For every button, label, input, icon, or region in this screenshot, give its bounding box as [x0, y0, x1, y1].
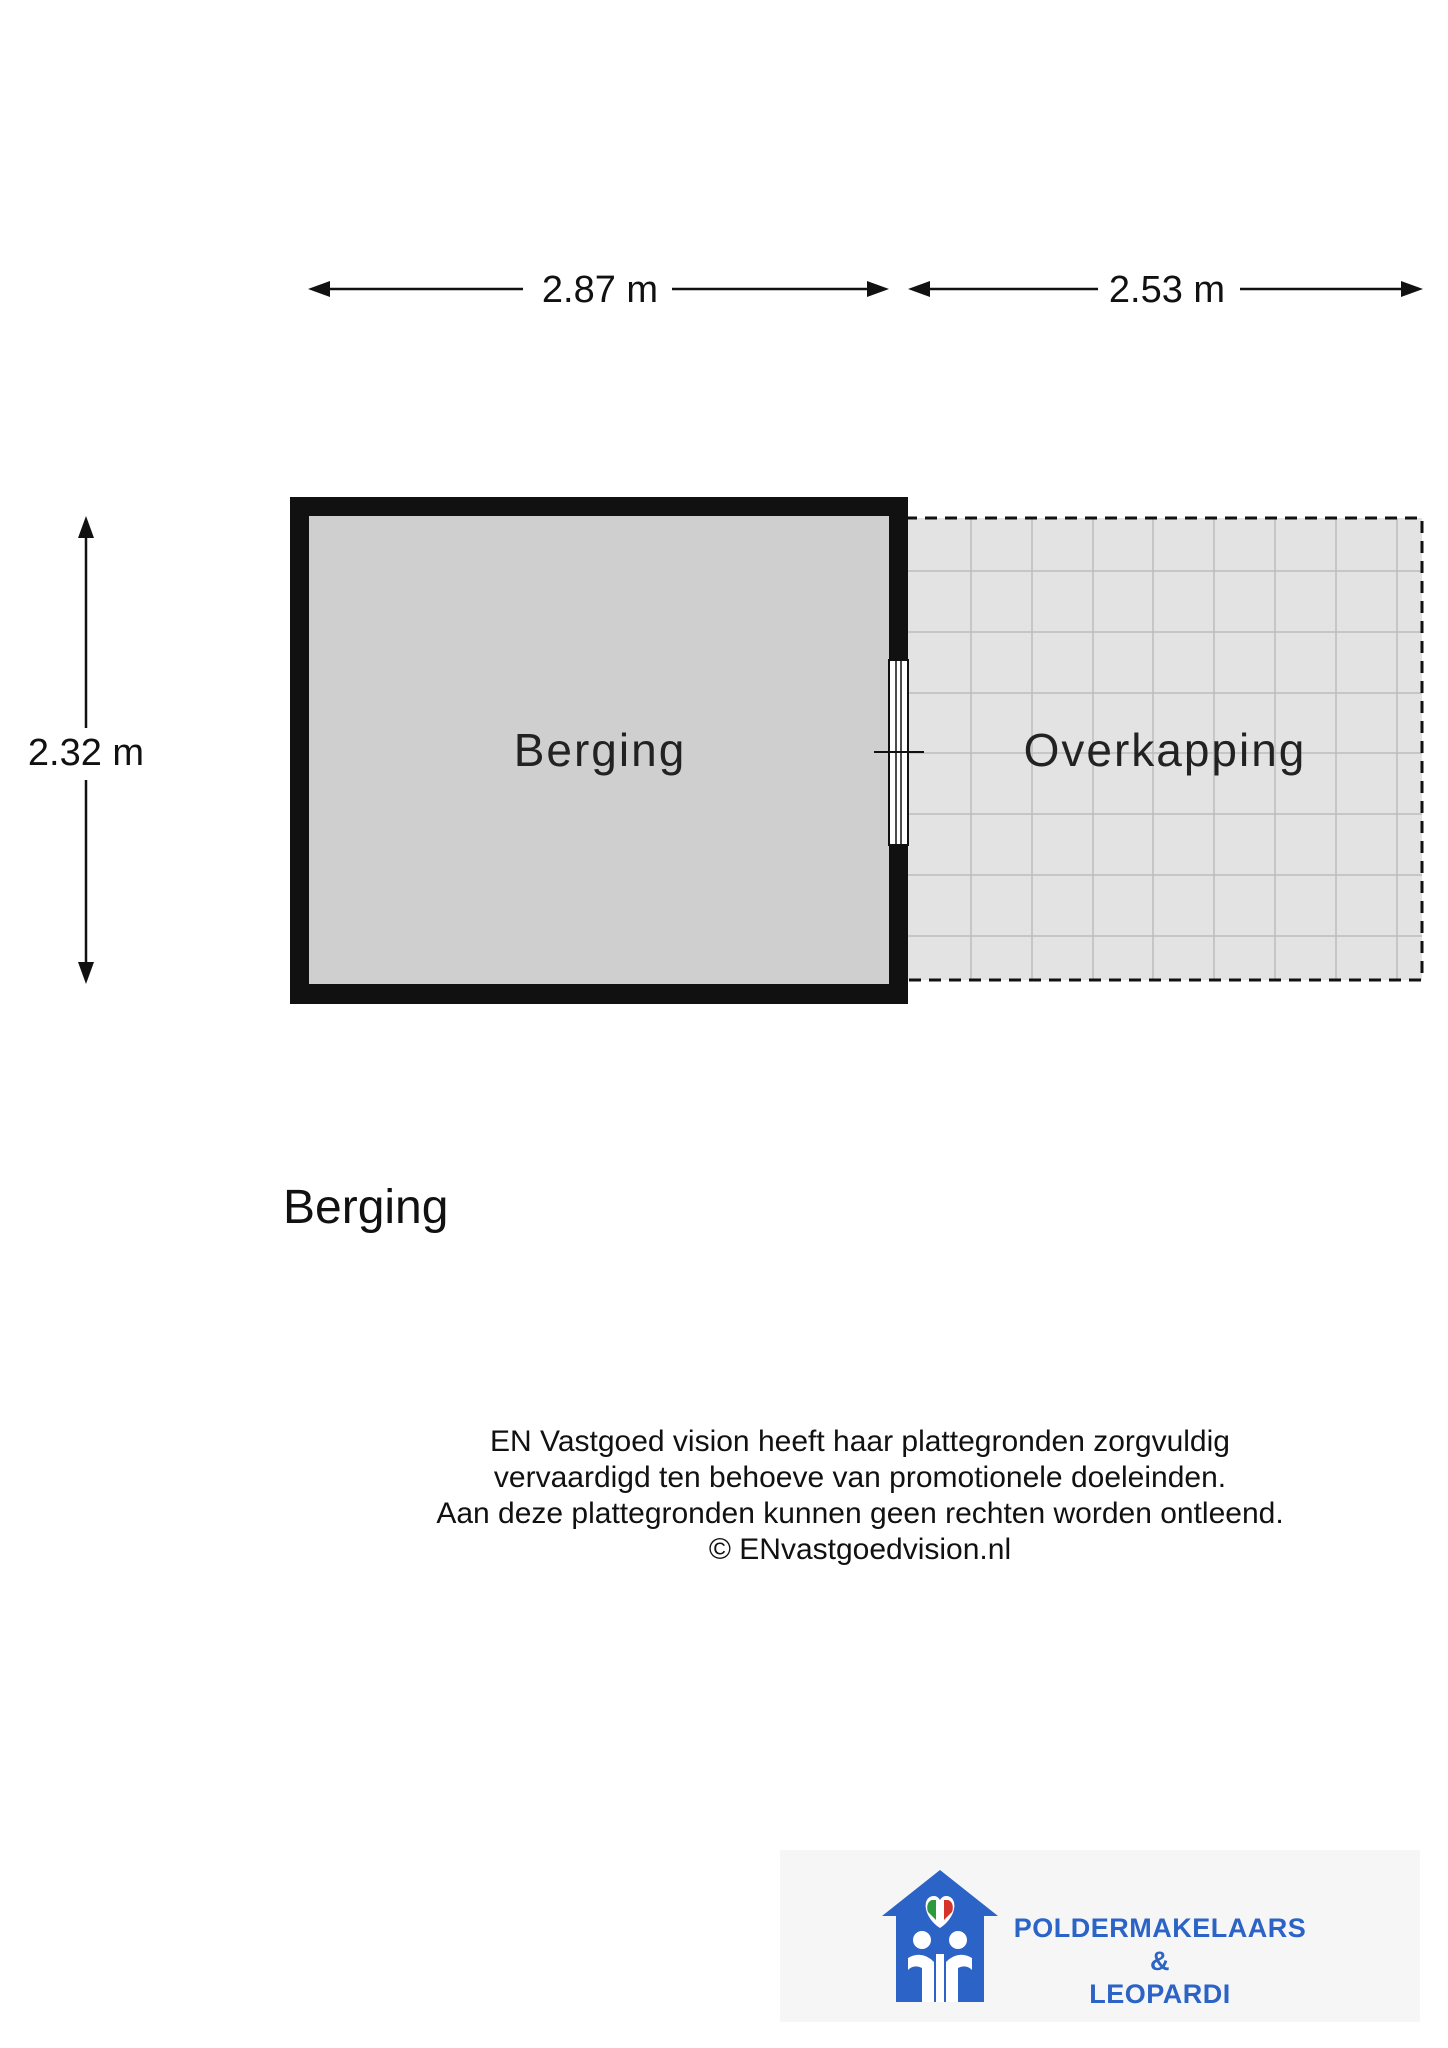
- dimension-label: 2.53 m: [1108, 269, 1226, 311]
- disclaimer-line: EN Vastgoed vision heeft haar plattegronden zorgvuldig: [490, 1425, 1230, 1458]
- disclaimer: [300, 1424, 1420, 1568]
- disclaimer-line: vervaardigd ten behoeve van promotionele doeleinden.: [493, 1461, 1227, 1494]
- arrow-right-icon: [1401, 281, 1423, 297]
- brand-name-line1: POLDERMAKELAARS: [1013, 1913, 1307, 1943]
- arrow-up-icon: [78, 516, 94, 538]
- house-logo-icon: [878, 1866, 1002, 2006]
- wall-top: [290, 497, 908, 516]
- room-berging: [290, 497, 924, 1004]
- brand-ampersand: &: [1150, 1946, 1170, 1976]
- arrow-left-icon: [908, 281, 930, 297]
- dimension-width-overkapping: [908, 269, 1423, 311]
- wall-right-upper: [889, 497, 908, 660]
- wall-bottom: [290, 984, 908, 1004]
- arrow-down-icon: [78, 962, 94, 984]
- room-label-overkapping: Overkapping: [1023, 724, 1307, 776]
- dimension-height: [28, 516, 144, 984]
- floor-title: Berging: [283, 1181, 449, 1234]
- disclaimer-copyright: © ENvastgoedvision.nl: [708, 1533, 1012, 1566]
- room-overkapping: [905, 518, 1422, 980]
- dimension-width-berging: [308, 269, 889, 311]
- dimension-label: 2.87 m: [541, 269, 659, 311]
- dimension-label: 2.32 m: [27, 732, 145, 774]
- arrow-right-icon: [867, 281, 889, 297]
- disclaimer-line: Aan deze plattegronden kunnen geen rechten worden ontleend.: [436, 1497, 1284, 1530]
- brand-name-line2: LEOPARDI: [1089, 1979, 1231, 2009]
- arrow-left-icon: [308, 281, 330, 297]
- wall-right-lower: [889, 845, 908, 1004]
- room-label-berging: Berging: [513, 724, 687, 776]
- brand-logo-text: [1000, 1912, 1320, 2011]
- wall-left: [290, 497, 309, 1004]
